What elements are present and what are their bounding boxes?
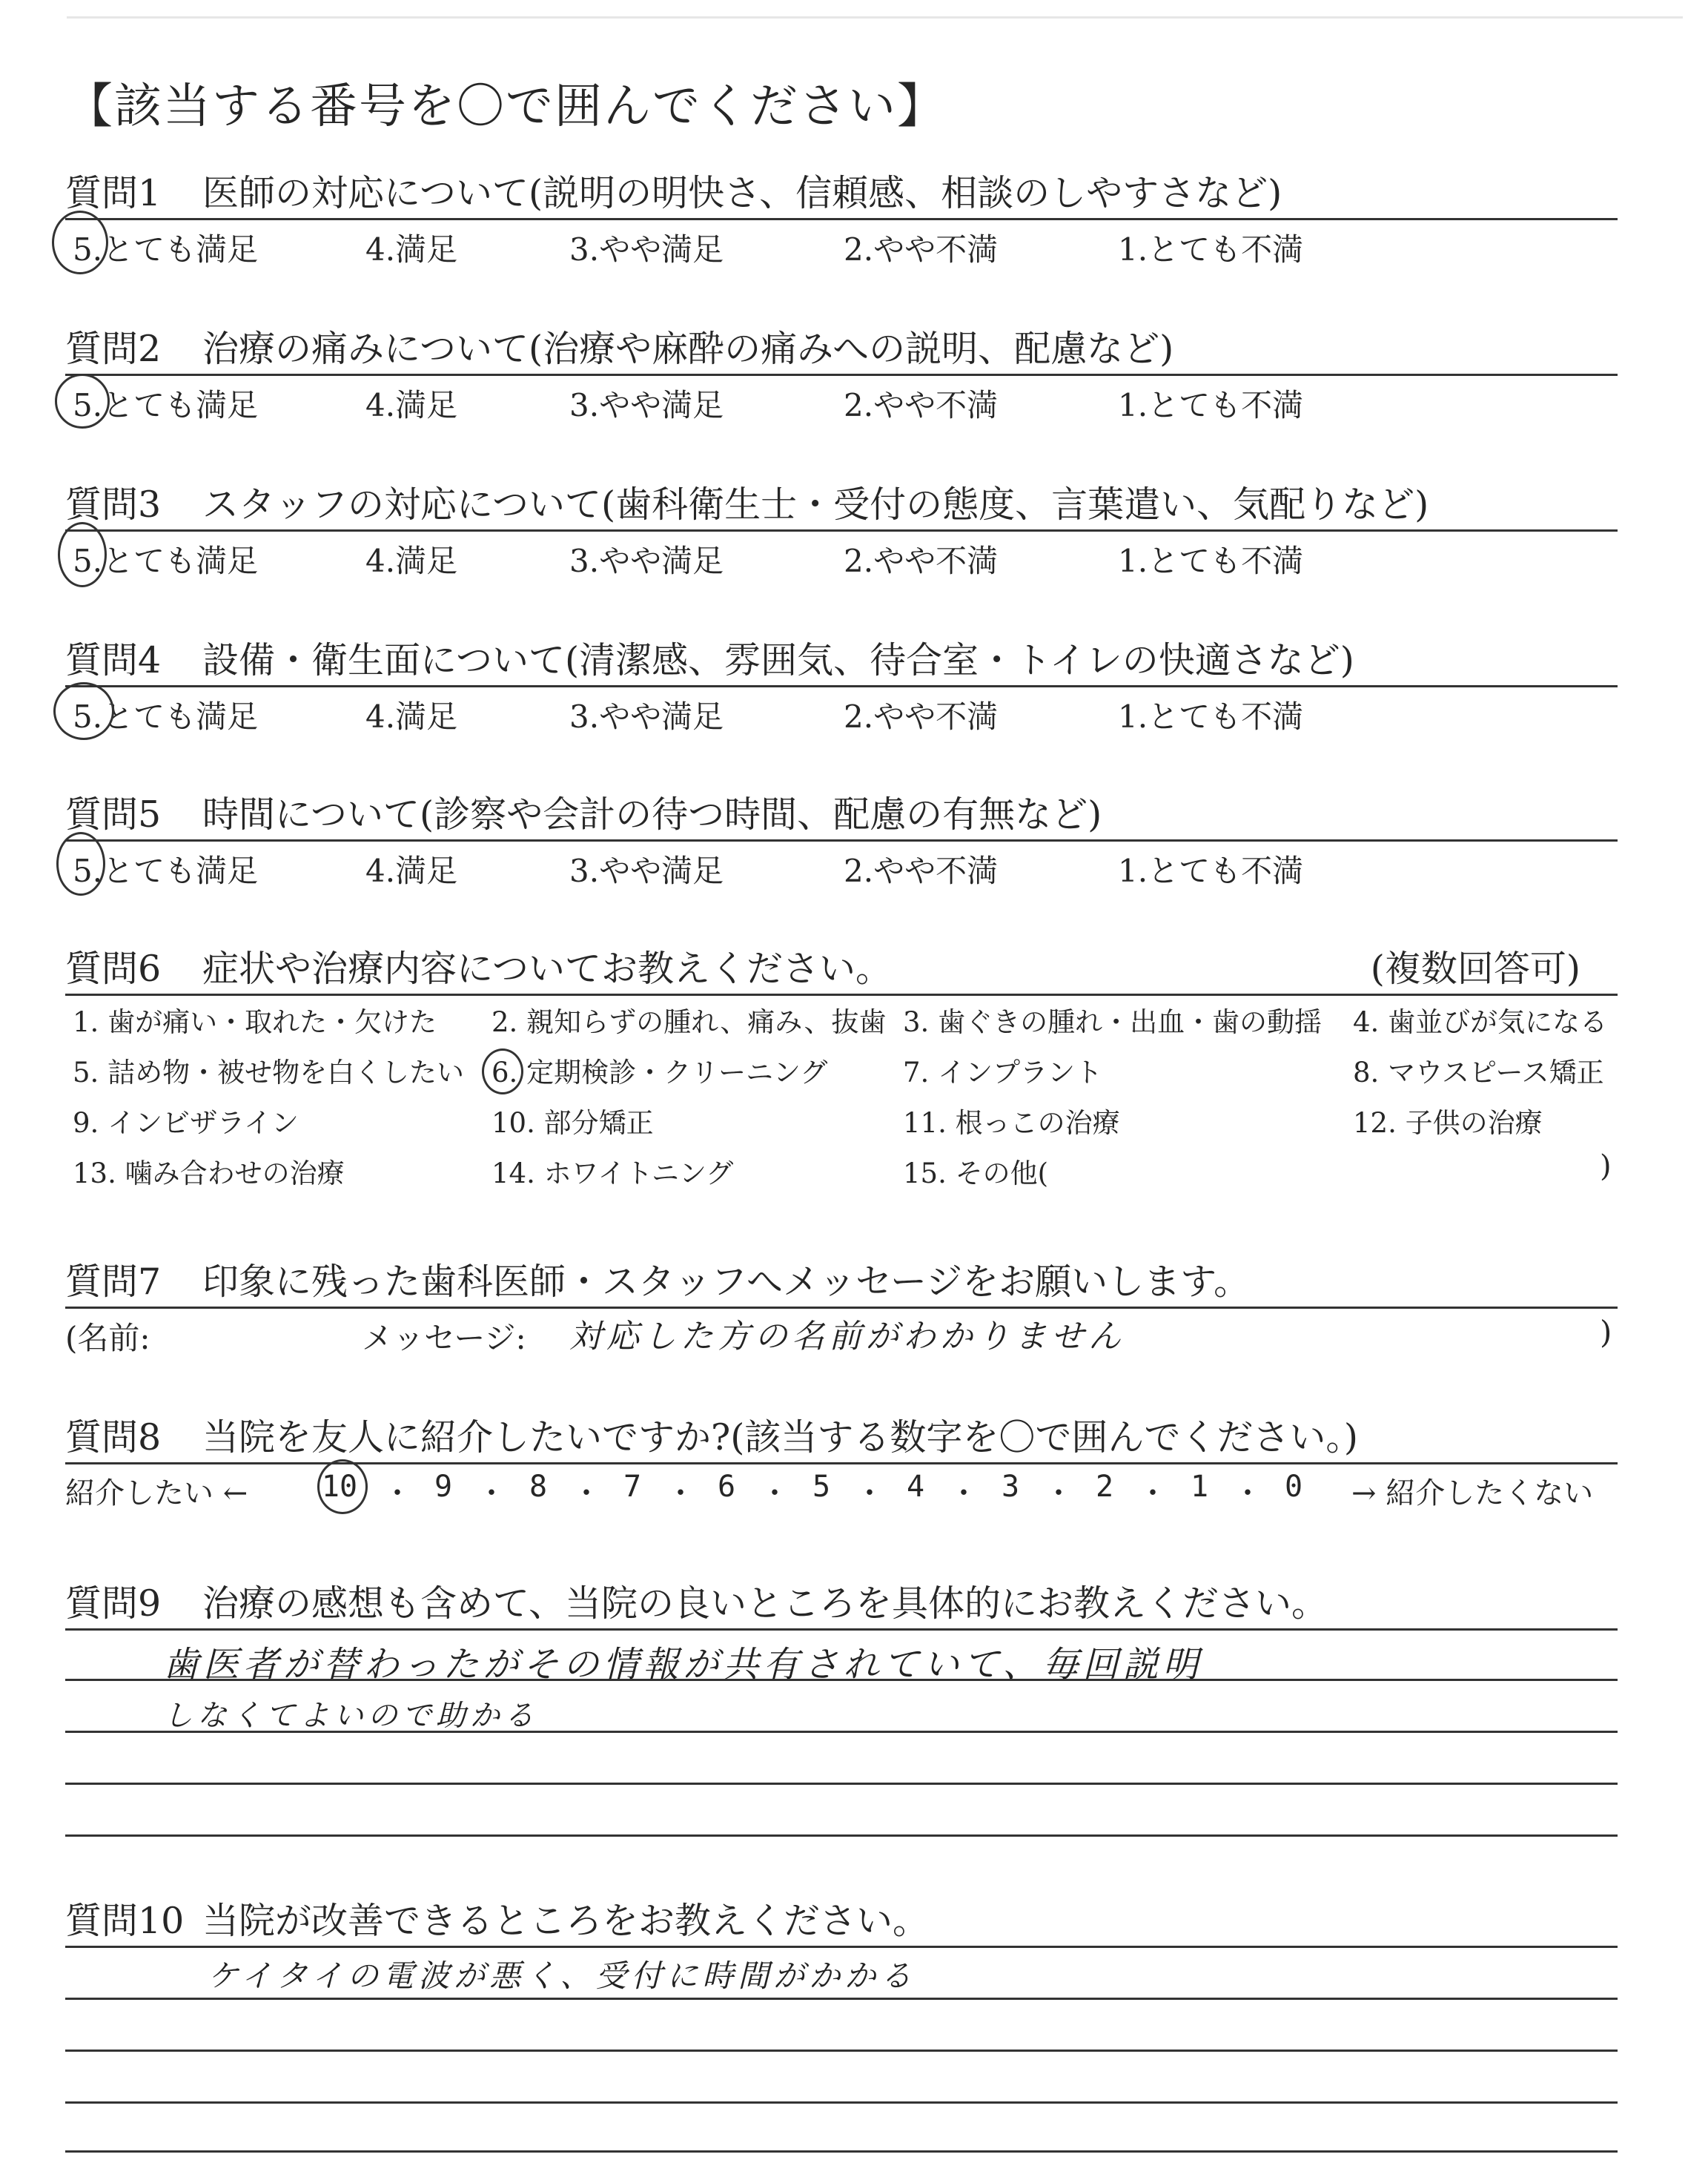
q8-dot: ・: [477, 1476, 506, 1510]
q1-option-4[interactable]: 4.満足: [365, 231, 458, 268]
q10-answer-line-2: [65, 1998, 1618, 2000]
q6-option-11[interactable]: 11. 根っこの治療: [903, 1107, 1120, 1139]
question-4-text: 設備・衛生面について(清潔感、雰囲気、待合室・トイレの快適さなど): [202, 639, 1354, 681]
question-1-rule: [65, 218, 1618, 220]
q5-option-1[interactable]: 1.とても不満: [1118, 853, 1304, 889]
q7-close-paren: ): [1600, 1314, 1612, 1350]
q3-option-3[interactable]: 3.やや満足: [569, 543, 724, 579]
q6-option-9[interactable]: 9. インビザライン: [73, 1107, 299, 1139]
q4-option-4[interactable]: 4.満足: [365, 698, 458, 735]
q8-right-label: → 紹介したくない: [1351, 1476, 1594, 1510]
question-7-title: [65, 1253, 1618, 1305]
q6-selection-circle: [482, 1048, 523, 1094]
question-6-title: [65, 940, 1618, 992]
question-2-text: 治療の痛みについて(治療や麻酔の痛みへの説明、配慮など): [202, 328, 1174, 370]
q1-option-3[interactable]: 3.やや満足: [569, 231, 724, 268]
question-4-title: [65, 632, 1618, 684]
q6-option-13[interactable]: 13. 噛み合わせの治療: [73, 1157, 345, 1189]
q4-option-3[interactable]: 3.やや満足: [569, 698, 724, 735]
q6-option-1[interactable]: 1. 歯が痛い・取れた・欠けた: [73, 1006, 437, 1038]
question-4: [65, 632, 1618, 743]
q6-other-close-paren: ): [1600, 1149, 1612, 1183]
question-3: [65, 476, 1618, 587]
q8-scale-1[interactable]: 1: [1190, 1470, 1209, 1504]
q3-option-2[interactable]: 2.やや不満: [844, 543, 999, 579]
q6-option-6[interactable]: 6. 定期検診・クリーニング: [491, 1057, 828, 1089]
question-1-options: [65, 225, 1618, 270]
question-1: [65, 165, 1618, 276]
question-10: [65, 1892, 1618, 1942]
question-5: [65, 786, 1618, 897]
q8-scale-10[interactable]: 10: [321, 1470, 358, 1504]
q6-option-5[interactable]: 5. 詰め物・被せ物を白くしたい: [73, 1057, 465, 1089]
question-5-options: [65, 847, 1618, 891]
q8-scale-9[interactable]: 9: [434, 1470, 453, 1504]
question-2: [65, 320, 1618, 432]
q8-dot: ・: [1233, 1476, 1262, 1510]
q10-answer-line-5: [65, 2150, 1618, 2153]
question-9-text: 治療の感想も含めて、当院の良いところを具体的にお教えください。: [202, 1582, 1328, 1625]
question-6-rule: [65, 994, 1618, 996]
q2-option-1[interactable]: 1.とても不満: [1118, 387, 1304, 423]
q8-scale-0[interactable]: 0: [1284, 1470, 1303, 1504]
q5-selection-circle: [56, 832, 105, 896]
q8-dot: ・: [666, 1476, 695, 1510]
q8-dot: ・: [1138, 1476, 1168, 1510]
q6-option-7[interactable]: 7. インプラント: [903, 1057, 1103, 1089]
question-10-title: [65, 1892, 1618, 1944]
question-10-text: 当院が改善できるところをお教えください。: [202, 1900, 930, 1942]
q9-answer-line-5: [65, 1834, 1618, 1837]
q8-selection-circle: [317, 1459, 368, 1514]
question-8-number: 質問8: [65, 1416, 162, 1459]
question-2-rule: [65, 374, 1618, 376]
q8-scale-8[interactable]: 8: [529, 1470, 548, 1504]
question-9-number: 質問9: [65, 1582, 162, 1625]
q3-option-1[interactable]: 1.とても不満: [1118, 543, 1304, 579]
form-header: 【該当する番号を〇で囲んでください】: [65, 79, 946, 134]
question-4-number: 質問4: [65, 639, 162, 681]
question-2-options: [65, 381, 1618, 426]
q8-scale-6[interactable]: 6: [717, 1470, 736, 1504]
q8-left-label: 紹介したい ←: [65, 1476, 248, 1510]
q8-dot: ・: [383, 1476, 412, 1510]
q6-option-4[interactable]: 4. 歯並びが気になる: [1353, 1006, 1608, 1038]
q1-option-1[interactable]: 1.とても不満: [1118, 231, 1304, 268]
q9-answer-line-1: [65, 1628, 1618, 1631]
question-3-number: 質問3: [65, 483, 162, 526]
q1-option-5[interactable]: 5.とても満足: [73, 231, 259, 268]
q6-option-15[interactable]: 15. その他(: [903, 1157, 1049, 1189]
q9-answer-handwriting-2[interactable]: しなくてよいので助かる: [163, 1699, 538, 1733]
q5-option-2[interactable]: 2.やや不満: [844, 853, 999, 889]
q8-dot: ・: [855, 1476, 884, 1510]
q1-option-2[interactable]: 2.やや不満: [844, 231, 999, 268]
question-8-text: 当院を友人に紹介したいですか?(該当する数字を〇で囲んでください。): [202, 1416, 1359, 1459]
q3-selection-circle: [58, 522, 107, 587]
question-8: [65, 1409, 1618, 1520]
question-7-number: 質問7: [65, 1261, 162, 1303]
q2-selection-circle: [55, 374, 110, 429]
q8-dot: ・: [760, 1476, 790, 1510]
q5-option-4[interactable]: 4.満足: [365, 853, 458, 889]
q7-message-handwriting[interactable]: 対応した方の名前がわかりません: [569, 1318, 1125, 1355]
question-1-text: 医師の対応について(説明の明快さ、信頼感、相談のしやすさなど): [202, 172, 1282, 214]
question-2-title: [65, 320, 1618, 372]
q4-selection-circle: [53, 682, 114, 740]
question-3-text: スタッフの対応について(歯科衛生士・受付の態度、言葉遣い、気配りなど): [202, 483, 1429, 526]
question-3-rule: [65, 529, 1618, 532]
question-2-number: 質問2: [65, 328, 162, 370]
q10-answer-line-1: [65, 1946, 1618, 1948]
question-3-options: [65, 537, 1618, 581]
question-6-text: 症状や治療内容についてお教えください。: [202, 948, 893, 990]
q9-answer-line-4: [65, 1783, 1618, 1785]
question-1-title: [65, 165, 1618, 217]
question-8-title: [65, 1409, 1618, 1461]
q4-option-2[interactable]: 2.やや不満: [844, 698, 999, 735]
question-6: [65, 940, 1618, 1215]
q1-selection-circle: [52, 211, 108, 274]
question-5-number: 質問5: [65, 793, 162, 836]
q5-option-5[interactable]: 5.とても満足: [73, 853, 259, 889]
q3-option-4[interactable]: 4.満足: [365, 543, 458, 579]
question-4-options: [65, 693, 1618, 737]
question-4-rule: [65, 685, 1618, 687]
question-9: [65, 1575, 1618, 1625]
q10-answer-line-4: [65, 2101, 1618, 2104]
q8-dot: ・: [949, 1476, 979, 1510]
question-9-title: [65, 1575, 1618, 1627]
question-6-number: 質問6: [65, 948, 162, 990]
question-3-title: [65, 476, 1618, 528]
question-7-rule: [65, 1307, 1618, 1309]
q10-answer-handwriting-1[interactable]: ケイタイの電波が悪く、受付に時間がかかる: [208, 1958, 916, 1994]
question-5-text: 時間について(診察や会計の待つ時間、配慮の有無など): [202, 793, 1102, 836]
q6-option-8[interactable]: 8. マウスピース矯正: [1353, 1057, 1604, 1089]
q8-scale-5[interactable]: 5: [812, 1470, 831, 1504]
question-10-number: 質問10: [65, 1900, 185, 1942]
q6-option-3[interactable]: 3. 歯ぐきの腫れ・出血・歯の動揺: [903, 1006, 1323, 1038]
q8-scale-2[interactable]: 2: [1095, 1470, 1114, 1504]
question-1-number: 質問1: [65, 172, 162, 214]
q2-option-4[interactable]: 4.満足: [365, 387, 458, 423]
q2-option-3[interactable]: 3.やや満足: [569, 387, 724, 423]
q4-option-5[interactable]: 5.とても満足: [73, 698, 259, 735]
q2-option-5[interactable]: 5.とても満足: [73, 387, 259, 423]
top-edge-line: [67, 16, 1683, 19]
q8-dot: ・: [572, 1476, 601, 1510]
q7-name-label: (名前:: [65, 1320, 150, 1356]
q2-option-2[interactable]: 2.やや不満: [844, 387, 999, 423]
q6-option-10[interactable]: 10. 部分矯正: [491, 1107, 654, 1139]
q8-scale-3[interactable]: 3: [1001, 1470, 1020, 1504]
q6-option-14[interactable]: 14. ホワイトニング: [491, 1157, 734, 1189]
q8-dot: ・: [1044, 1476, 1073, 1510]
question-6-note: (複数回答可): [1370, 948, 1580, 990]
question-7-response: [65, 1314, 1618, 1358]
q9-answer-handwriting-1[interactable]: 歯医者が替わったがその情報が共有されていて、毎回説明: [163, 1644, 1203, 1685]
q6-option-12[interactable]: 12. 子供の治療: [1353, 1107, 1543, 1139]
question-5-rule: [65, 839, 1618, 842]
question-5-title: [65, 786, 1618, 838]
q6-option-2[interactable]: 2. 親知らずの腫れ、痛み、抜歯: [491, 1006, 887, 1038]
q3-option-5[interactable]: 5.とても満足: [73, 543, 259, 579]
q5-option-3[interactable]: 3.やや満足: [569, 853, 724, 889]
question-7-text: 印象に残った歯科医師・スタッフへメッセージをお願いします。: [202, 1261, 1251, 1303]
q7-message-label: メッセージ:: [362, 1320, 526, 1356]
question-7: [65, 1253, 1618, 1364]
q4-option-1[interactable]: 1.とても不満: [1118, 698, 1304, 735]
q8-scale-7[interactable]: 7: [623, 1470, 642, 1504]
question-8-rule: [65, 1462, 1618, 1464]
q8-scale-4[interactable]: 4: [906, 1470, 925, 1504]
q10-answer-line-3: [65, 2050, 1618, 2052]
